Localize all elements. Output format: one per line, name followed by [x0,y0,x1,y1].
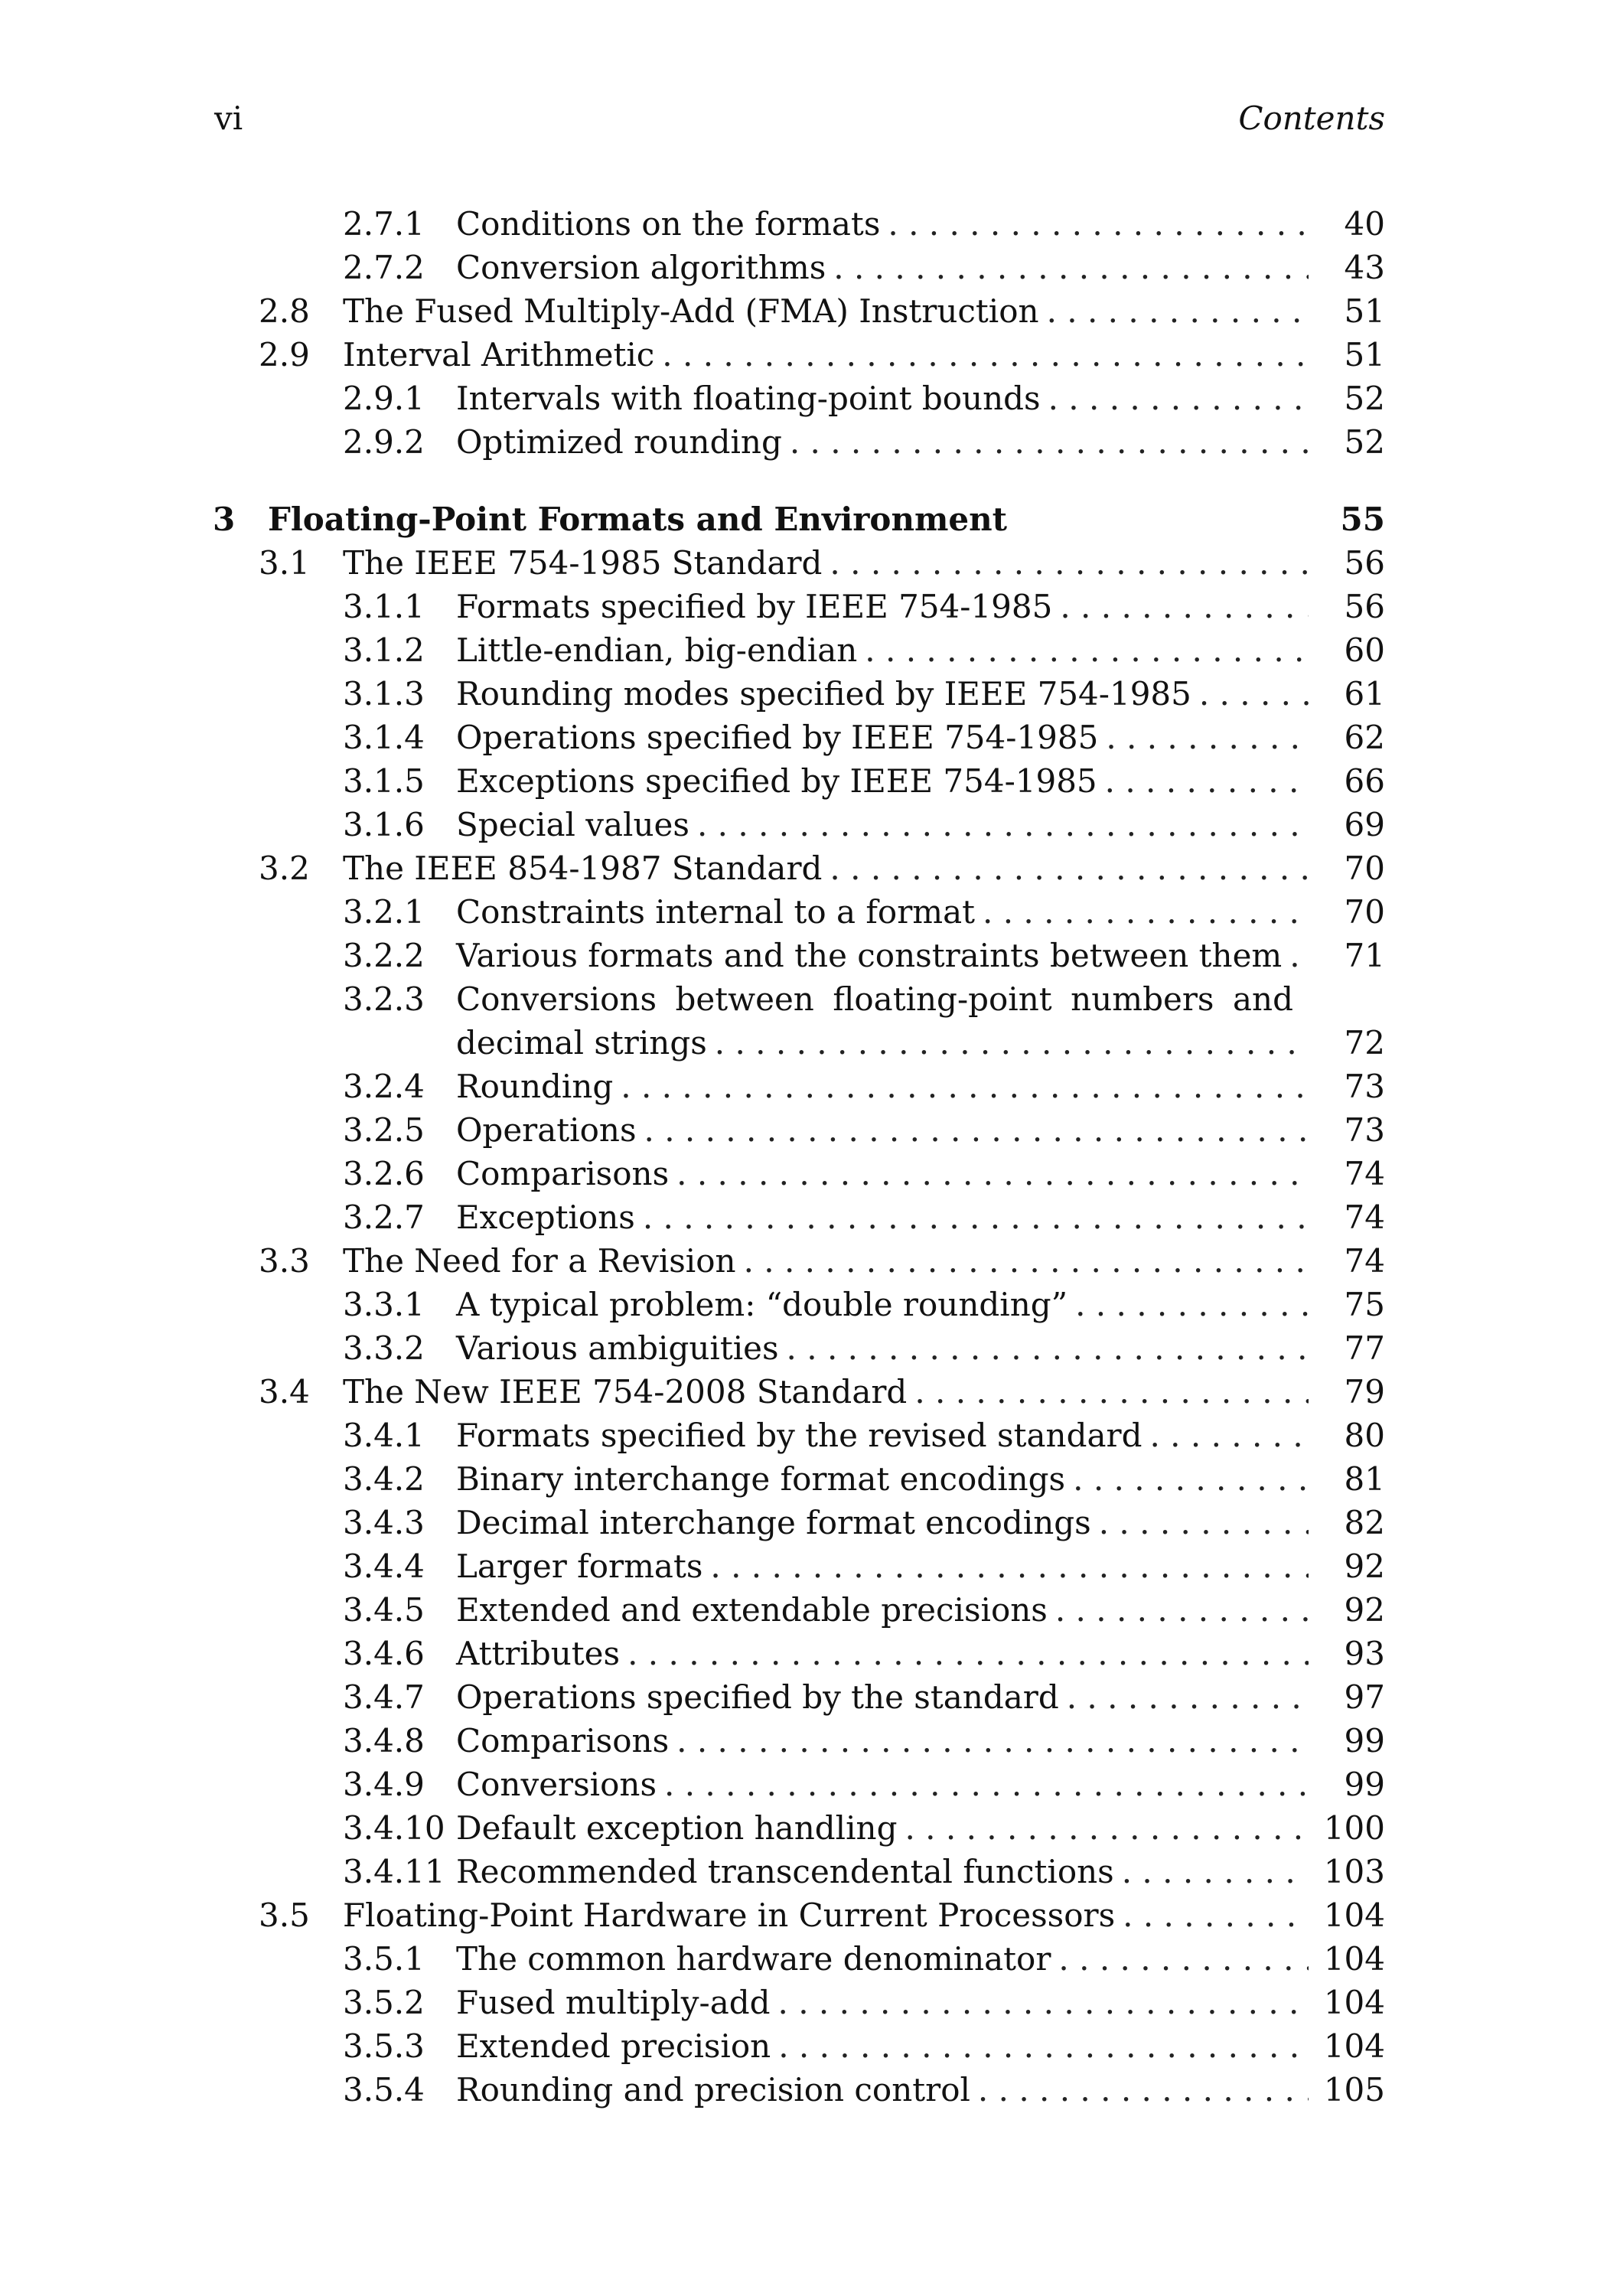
toc-entry-title-block [456,672,1385,716]
toc-entry-title-block [343,541,1385,585]
dot-leader [1123,1893,1309,1937]
toc-entry-page: 75 [1344,1286,1385,1323]
toc-entry-page: 70 [1344,850,1385,887]
toc-entry-title: Comparisons [456,1155,670,1192]
toc-entry-number: 3.5.2 [343,1984,425,2021]
toc-entry-title-block [456,1544,1385,1588]
toc-entry-page: 104 [1323,1984,1385,2021]
toc-entry-number: 3.2.1 [343,893,425,931]
toc-entry-title-block [456,1283,1385,1326]
toc-entry-page: 74 [1344,1155,1385,1192]
dot-leader [905,1806,1309,1850]
toc-entry[interactable] [207,289,1385,333]
toc-entry[interactable] [207,716,1385,759]
dot-leader [778,1981,1309,2024]
toc-entry-title: Formats specified by the revised standard [456,1417,1143,1454]
toc-entry-number: 3.3.1 [343,1286,425,1323]
dot-leader [778,2024,1309,2068]
toc-entry-title: Decimal interchange format encodings [456,1504,1091,1541]
dot-leader [1058,1937,1309,1981]
toc-entry-title-block [456,628,1385,672]
dot-leader [621,1065,1309,1108]
toc-entry-page: 40 [1344,205,1385,243]
toc-entry-title-block [456,1632,1385,1675]
toc-entry-page: 56 [1344,544,1385,582]
toc-entry-title: Rounding and precision control [456,2071,970,2108]
toc-entry-number: 3.2.4 [343,1068,425,1105]
toc-entry-number: 3.4.1 [343,1417,425,1454]
toc-entry-title-block [343,1239,1385,1283]
dot-leader [1289,934,1309,977]
toc-entry-title: Formats specified by IEEE 754-1985 [456,588,1053,625]
toc-entry-title: Attributes [456,1635,621,1672]
toc-entry-number: 3.1.4 [343,719,425,756]
toc-entry-title-block [456,934,1385,977]
toc-entry[interactable] [207,1152,1385,1195]
dot-leader [676,1719,1309,1763]
toc-entry-title-block [456,2024,1385,2068]
toc-entry-number: 3.5 [259,1896,310,1934]
toc-entry[interactable] [207,1981,1385,2024]
toc-entry-title-block [456,1108,1385,1152]
running-header [207,99,1385,145]
toc-entry-page: 81 [1344,1460,1385,1498]
toc-entry-title-block [456,1981,1385,2024]
toc-entry-title: Conversion algorithms [456,249,826,286]
toc-entry-title-block [456,716,1385,759]
toc-entry[interactable] [207,2024,1385,2068]
toc-entry-page: 74 [1344,1242,1385,1280]
toc-entry-title-block [456,759,1385,803]
toc-entry-number: 3.5.4 [343,2071,425,2108]
toc-entry[interactable] [207,1326,1385,1370]
toc-entry-number: 3.4.11 [343,1853,445,1890]
toc-entry-title: Operations specified by the standard [456,1678,1059,1716]
toc-entry-page: 73 [1344,1111,1385,1149]
toc-entry-number: 3.1.5 [343,762,425,800]
toc-entry[interactable] [207,1239,1385,1283]
toc-entry[interactable] [207,1108,1385,1152]
toc-entry-title: Fused multiply-add [456,1984,771,2021]
toc-entry[interactable] [207,377,1385,420]
toc-entry-title-block [343,333,1385,377]
toc-entry[interactable] [207,585,1385,628]
dot-leader [643,1195,1309,1239]
toc-entry-title: Operations specified by IEEE 754-1985 [456,719,1099,756]
toc-entry-number: 3.1.6 [343,806,425,843]
toc-entry-title-word: numbers [1071,980,1214,1018]
toc-entry-number: 3.2.3 [343,980,425,1018]
toc-entry-title-block [456,246,1385,289]
toc-entry-number: 3.4.4 [343,1548,425,1585]
toc-entry-title-block [456,977,1385,1065]
toc-entry-page: 104 [1323,1940,1385,1978]
toc-entry-page: 60 [1344,631,1385,669]
toc-entry-number: 2.7.2 [343,249,425,286]
toc-entry[interactable] [207,246,1385,289]
toc-entry[interactable] [207,202,1385,246]
toc-entry-title-block [456,1326,1385,1370]
toc-entry-number: 3.4 [259,1373,310,1411]
toc-entry-number: 3.4.2 [343,1460,425,1498]
toc-entry-title-block [456,420,1385,464]
toc-entry-page: 97 [1344,1678,1385,1716]
dot-leader [914,1370,1309,1414]
toc-entry-title-block [456,1675,1385,1719]
toc-entry-title-block [456,1195,1385,1239]
toc-entry-number: 3.4.10 [343,1809,445,1847]
toc-entry-title: The common hardware denominator [456,1940,1051,1978]
dot-leader [744,1239,1309,1283]
dot-leader [833,246,1309,289]
toc-entry[interactable] [207,672,1385,716]
dot-leader [697,803,1309,846]
toc-entry-number: 3.4.7 [343,1678,425,1716]
toc-entry-title: Various formats and the constraints between them [456,937,1283,974]
toc-entry-number: 3.4.9 [343,1766,425,1803]
toc-entry-page: 72 [1344,1024,1385,1062]
toc-entry-title: Floating-Point Formats and Environment [268,501,1008,538]
toc-entry-title-continuation: decimal strings [456,1024,707,1062]
toc-entry[interactable] [207,1414,1385,1457]
toc-entry-number: 3.5.3 [343,2027,425,2065]
toc-entry[interactable] [207,1763,1385,1806]
toc-entry-page: 82 [1344,1504,1385,1541]
toc-entry-number: 3.1.3 [343,675,425,713]
toc-entry[interactable] [207,759,1385,803]
toc-entry-title: Exceptions specified by IEEE 754-1985 [456,762,1097,800]
toc-entry-number: 3.1.1 [343,588,425,625]
toc-entry-title-block [456,1457,1385,1501]
toc-entry-page: 62 [1344,719,1385,756]
toc-entry-number: 3.1.2 [343,631,425,669]
toc-entry[interactable] [207,2068,1385,2112]
toc-entry-page: 80 [1344,1417,1385,1454]
toc-entry-page: 77 [1344,1329,1385,1367]
toc-entry-title: Interval Arithmetic [343,336,655,373]
toc-entry-page: 43 [1344,249,1385,286]
toc-entry-page: 70 [1344,893,1385,931]
dot-leader [787,1326,1309,1370]
toc-entry-page: 100 [1323,1809,1385,1847]
toc-entry-title-block [343,846,1385,890]
header-running-title: Contents [1238,99,1385,137]
toc-entry-title: Comparisons [456,1722,670,1760]
toc-entry[interactable] [207,628,1385,672]
toc-entry-title-block [456,202,1385,246]
toc-entry-title: The Need for a Revision [343,1242,736,1280]
toc-entry[interactable] [207,420,1385,464]
toc-entry-title: Little-endian, big-endian [456,631,858,669]
toc-entry-title-word: between [675,980,814,1018]
toc-entry[interactable] [207,934,1385,977]
toc-entry-title: A typical problem: “double rounding” [456,1286,1068,1323]
toc-entry-title-block [456,1806,1385,1850]
dot-leader [978,2068,1309,2112]
toc-entry-title-block [456,803,1385,846]
toc-entry-page: 92 [1344,1548,1385,1585]
toc-entry-title: Default exception handling [456,1809,898,1847]
dot-leader [627,1632,1309,1675]
toc-entry[interactable] [207,846,1385,890]
dot-leader [1106,716,1309,759]
table-of-contents [207,202,1385,2112]
dot-leader [1048,377,1309,420]
toc-entry[interactable] [207,977,1385,1065]
toc-entry-page: 103 [1323,1853,1385,1890]
toc-entry-page: 55 [1340,501,1385,538]
toc-entry[interactable] [207,1850,1385,1893]
dot-leader [644,1108,1309,1152]
toc-entry-page: 69 [1344,806,1385,843]
toc-entry-number: 3.4.6 [343,1635,425,1672]
toc-entry[interactable] [207,1632,1385,1675]
dot-leader [1105,759,1309,803]
dot-leader [830,846,1309,890]
toc-entry-title: Intervals with floating-point bounds [456,380,1041,417]
dot-leader [983,890,1309,934]
toc-entry-title: Rounding modes specified by IEEE 754-1985 [456,675,1191,713]
toc-entry-page: 104 [1323,2027,1385,2065]
toc-entry[interactable] [207,1544,1385,1588]
toc-entry-number: 3.4.5 [343,1591,425,1629]
toc-entry-title-block [456,1850,1385,1893]
toc-entry-title-block [456,1414,1385,1457]
dot-leader [865,628,1309,672]
toc-entry-title: Recommended transcendental functions [456,1853,1114,1890]
dot-leader [888,202,1309,246]
dot-leader [664,1763,1309,1806]
toc-entry-title-word: and [1232,980,1293,1018]
dot-leader [676,1152,1309,1195]
toc-entry-title: The IEEE 854-1987 Standard [343,850,823,887]
toc-entry-title-block [456,1065,1385,1108]
dot-leader [1047,289,1309,333]
toc-entry-title: The Fused Multiply-Add (FMA) Instruction [343,292,1039,330]
toc-entry-title: Extended precision [456,2027,771,2065]
toc-entry-number: 3.3 [259,1242,310,1280]
header-page-number: vi [214,99,243,137]
toc-entry-title: Extended and extendable precisions [456,1591,1048,1629]
toc-entry-number: 3.4.3 [343,1504,425,1541]
toc-entry-page: 52 [1344,380,1385,417]
toc-entry-title: Exceptions [456,1199,635,1236]
toc-entry-page: 74 [1344,1199,1385,1236]
toc-entry-number: 3.2 [259,850,310,887]
toc-entry-title-block [456,1937,1385,1981]
dot-leader [1149,1414,1309,1457]
dot-leader [1122,1850,1309,1893]
toc-entry[interactable] [207,803,1385,846]
toc-entry-number: 3.2.7 [343,1199,425,1236]
toc-entry[interactable] [207,1588,1385,1632]
toc-entry[interactable] [207,541,1385,585]
toc-entry[interactable] [207,1195,1385,1239]
toc-entry-page: 51 [1344,336,1385,373]
toc-entry-title-block [456,890,1385,934]
toc-entry-title: Operations [456,1111,637,1149]
toc-entry-number: 3 [213,501,236,538]
toc-entry-title: Binary interchange format encodings [456,1460,1066,1498]
toc-entry-title: Floating-Point Hardware in Current Processors [343,1896,1116,1934]
toc-entry-page: 92 [1344,1591,1385,1629]
dot-leader [1073,1457,1309,1501]
toc-entry-title: The New IEEE 754-2008 Standard [343,1373,908,1411]
toc-entry-number: 2.9 [259,336,310,373]
dot-leader [1060,585,1309,628]
toc-entry-number: 2.9.1 [343,380,425,417]
dot-leader [1055,1588,1309,1632]
toc-entry[interactable] [207,1065,1385,1108]
toc-entry-page: 99 [1344,1766,1385,1803]
toc-entry-title-block [343,1370,1385,1414]
toc-entry-title-block [268,497,1385,541]
toc-entry-page: 73 [1344,1068,1385,1105]
toc-entry-number: 3.3.2 [343,1329,425,1367]
toc-entry-title-block [456,1763,1385,1806]
toc-entry-title-block [343,1893,1385,1937]
dot-leader [715,1021,1309,1065]
toc-entry-title: Conditions on the formats [456,205,881,243]
dot-leader [1075,1283,1309,1326]
toc-entry-page: 99 [1344,1722,1385,1760]
toc-entry[interactable] [207,1893,1385,1937]
toc-entry-title: Conversions [456,1766,657,1803]
toc-entry[interactable] [207,1457,1385,1501]
toc-entry-number: 3.2.6 [343,1155,425,1192]
toc-entry-title: Larger formats [456,1548,703,1585]
toc-entry[interactable] [207,1937,1385,1981]
dot-leader [830,541,1309,585]
toc-entry-title: The IEEE 754-1985 Standard [343,544,823,582]
dot-leader [710,1544,1309,1588]
toc-entry-title-block [456,1501,1385,1544]
toc-entry-title-block [456,1719,1385,1763]
toc-entry-number: 3.1 [259,544,310,582]
toc-entry-title-block [456,377,1385,420]
toc-entry-number: 3.5.1 [343,1940,425,1978]
toc-entry-title: Constraints internal to a format [456,893,976,931]
toc-entry-title-block [343,289,1385,333]
toc-entry-number: 3.2.5 [343,1111,425,1149]
dot-leader [790,420,1309,464]
dot-leader [662,333,1309,377]
toc-entry-page: 52 [1344,423,1385,461]
toc-entry-title-word: floating-point [833,980,1052,1018]
toc-entry-number: 2.9.2 [343,423,425,461]
toc-entry-page: 51 [1344,292,1385,330]
toc-entry[interactable] [207,1806,1385,1850]
toc-entry[interactable] [207,1501,1385,1544]
toc-entry-page: 104 [1323,1896,1385,1934]
toc-entry-title-block [456,1588,1385,1632]
toc-entry[interactable] [207,1283,1385,1326]
toc-entry-title: Rounding [456,1068,614,1105]
toc-entry-number: 3.2.2 [343,937,425,974]
toc-entry-page: 56 [1344,588,1385,625]
toc-entry[interactable] [207,1719,1385,1763]
toc-entry[interactable] [207,497,1385,541]
toc-entry-page: 105 [1323,2071,1385,2108]
toc-entry[interactable] [207,1675,1385,1719]
toc-entry-number: 3.4.8 [343,1722,425,1760]
toc-entry-page: 66 [1344,762,1385,800]
toc-entry-title: Optimized rounding [456,423,782,461]
toc-entry-page: 61 [1344,675,1385,713]
toc-entry[interactable] [207,333,1385,377]
toc-entry[interactable] [207,1370,1385,1414]
dot-leader [1199,672,1309,716]
dot-leader [1067,1675,1309,1719]
toc-entry-title-block [456,585,1385,628]
toc-entry[interactable] [207,890,1385,934]
toc-entry-number: 2.8 [259,292,310,330]
toc-entry-page: 71 [1344,937,1385,974]
toc-entry-title-line [456,977,1293,1021]
toc-entry-page: 93 [1344,1635,1385,1672]
dot-leader [1099,1501,1309,1544]
toc-entry-title-block [456,1152,1385,1195]
toc-entry-title-word: Conversions [456,980,657,1018]
toc-entry-title: Special values [456,806,689,843]
toc-entry-title-block [456,2068,1385,2112]
toc-entry-title: Various ambiguities [456,1329,779,1367]
toc-entry-page: 79 [1344,1373,1385,1411]
toc-entry-number: 2.7.1 [343,205,425,243]
